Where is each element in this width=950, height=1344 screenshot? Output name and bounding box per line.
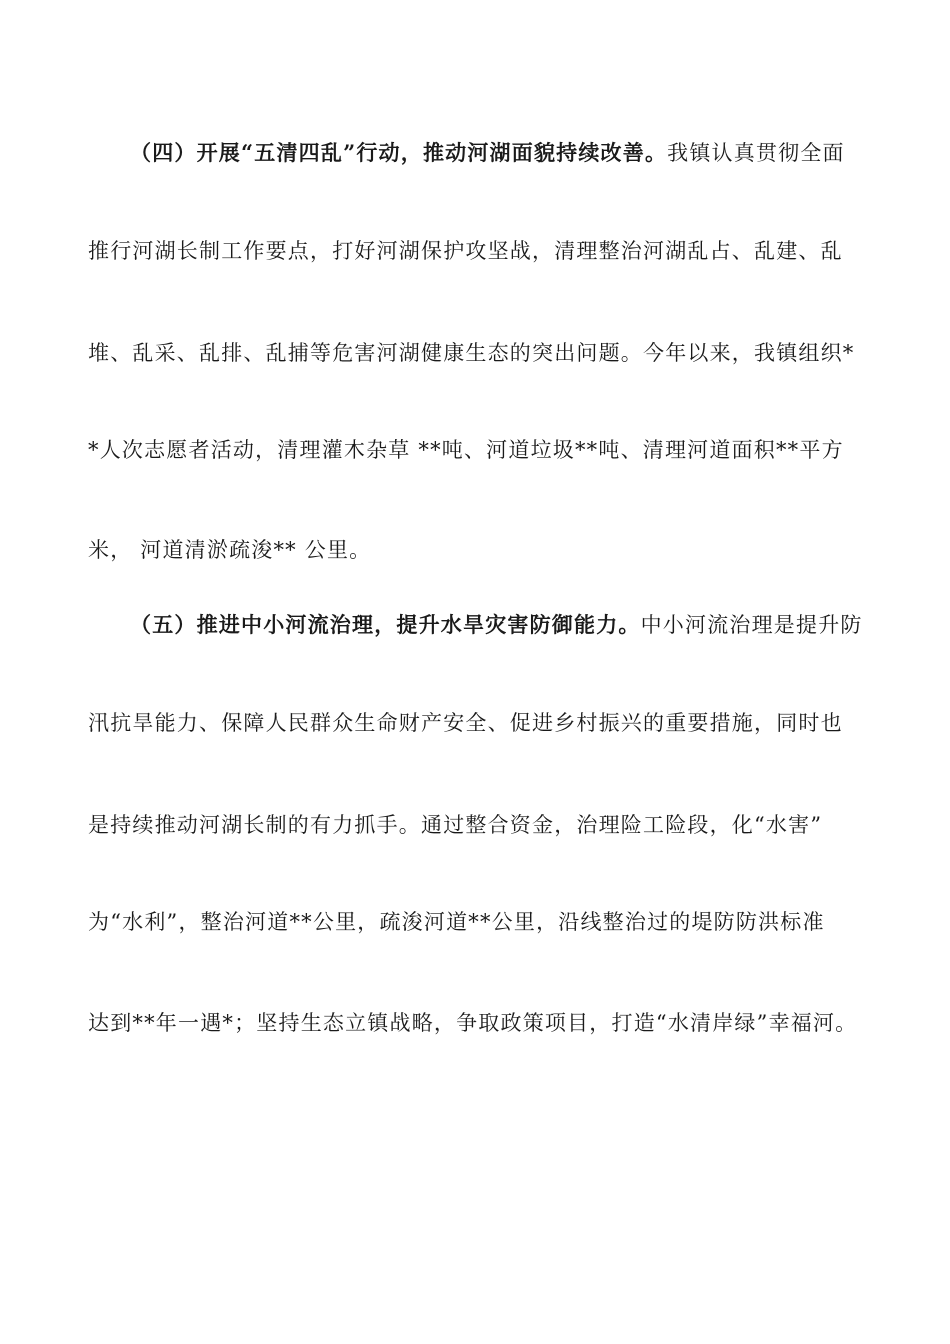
section-5-line-3: 是持续推动河湖长制的有力抓手。通过整合资金，治理险工险段，化“水害”	[88, 813, 823, 837]
section-5-line-5: 达到**年一遇*；坚持生态立镇战略，争取政策项目，打造“水清岸绿”幸福河。	[88, 1011, 858, 1035]
section-5-heading: （五）推进中小河流治理，提升水旱灾害防御能力。	[130, 612, 641, 637]
section-4-heading: （四）开展“五清四乱”行动，推动河湖面貌持续改善。	[130, 140, 668, 165]
section-5-line-2: 汛抗旱能力、保障人民群众生命财产安全、促进乡村振兴的重要措施，同时也	[88, 711, 843, 735]
section-5-line-4: 为“水利”，整治河道**公里，疏浚河道**公里，沿线整治过的堤防防洪标准	[88, 910, 825, 934]
section-4-first-line	[130, 138, 878, 168]
section-5-first-line	[130, 610, 878, 640]
section-4-text: 我镇认真贯彻全面	[667, 141, 845, 165]
section-4-line-3: 堆、乱采、乱排、乱捕等危害河湖健康生态的突出问题。今年以来，我镇组织*	[88, 341, 855, 365]
section-4-line-2: 推行河湖长制工作要点，打好河湖保护攻坚战，清理整治河湖乱占、乱建、乱	[88, 239, 843, 263]
section-5-text: 中小河流治理是提升防	[640, 613, 863, 637]
section-4-line-4: *人次志愿者活动，清理灌木杂草 **吨、河道垃圾**吨、清理河道面积**平方	[88, 438, 844, 462]
section-4-line-5: 米， 河道清淤疏浚** 公里。	[88, 538, 372, 562]
